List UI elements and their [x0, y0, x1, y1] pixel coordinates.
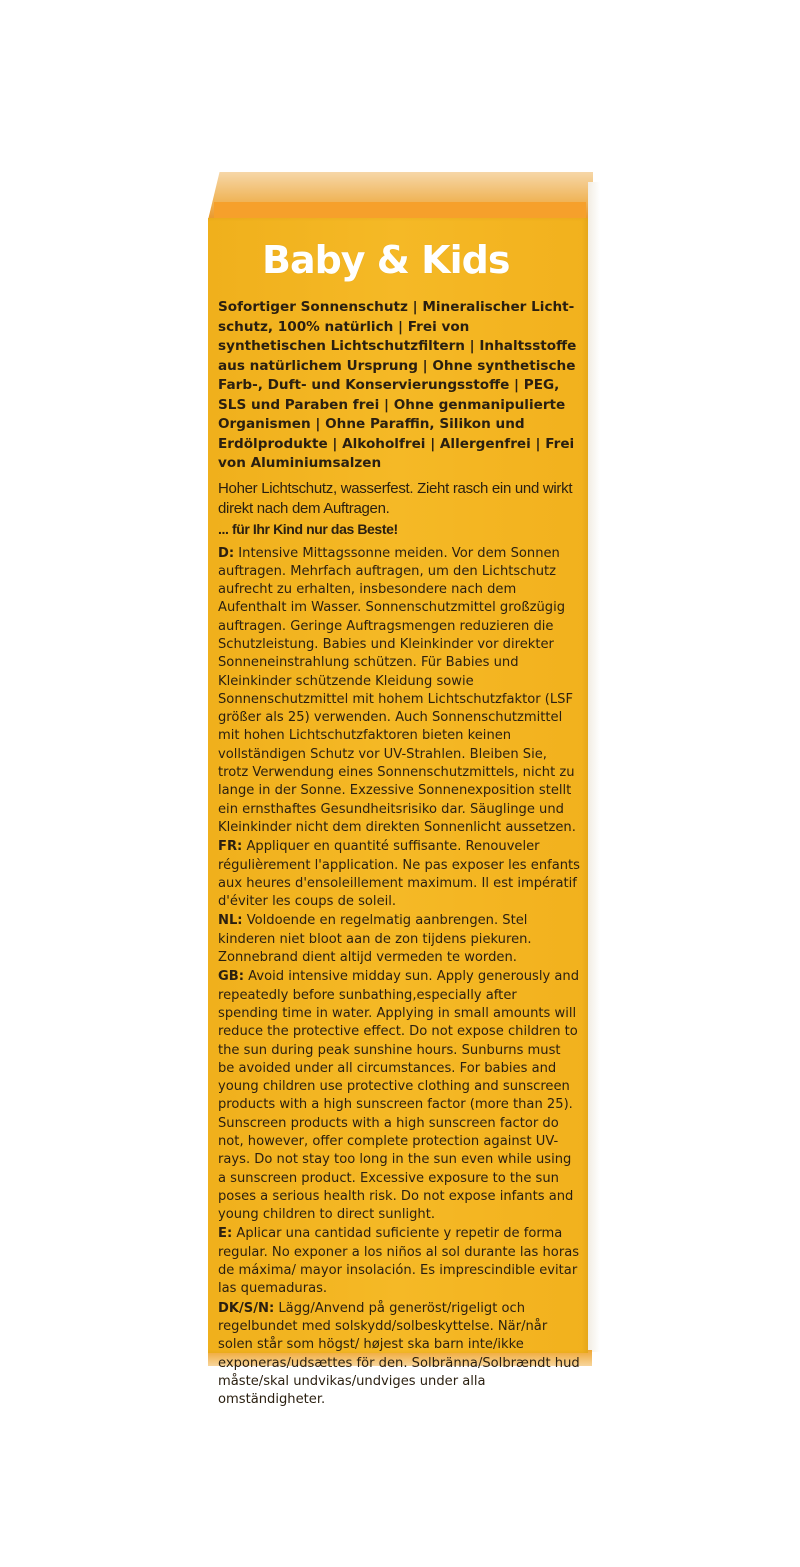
warning-es	[218, 1225, 580, 1298]
warning-dk-s-n	[218, 1300, 580, 1410]
lang-code: D:	[218, 545, 235, 561]
lang-code: GB:	[218, 969, 244, 985]
lang-code: NL:	[218, 913, 243, 929]
lang-code: E:	[218, 1226, 233, 1242]
warning-de	[218, 545, 580, 838]
lang-code: FR:	[218, 839, 243, 855]
sunscreen-box-side	[200, 172, 600, 1408]
lang-code: DK/S/N:	[218, 1300, 275, 1316]
warning-text: Intensive Mittagssonne meiden. Vor dem Sonnen auftragen. Mehrfach auftragen, um den Lichtschutz aufrecht zu erhalten, insbesondere nach dem Aufenthalt im Wasser. Sonnenschutzmittel großzügig auftragen. Geringe Auftragsmengen reduzieren die Schutzleistung. Babies und Kleinkinder vor direkter Sonneneinstrahlung schützen. Für Babies und Kleinkinder schützende Kleidung sowie Sonnenschutzmittel mit hohem Lichtschutzfaktor (LSF größer als 25) verwenden. Auch Sonnenschutzmittel mit hohen Lichtschutzfaktoren bieten keinen vollständigen Schutz vor UV-Strahlen. Bleiben Sie, trotz Verwendung eines Sonnenschutzmittels, nicht zu lange in der Sonne. Exzessive Sonnenexposition stellt ein ernsthaftes Gesundheitsrisiko dar. Säuglinge und Kleinkinder nicht dem direkten Sonnenlicht aussetzen.	[218, 545, 576, 835]
slogan: ... für Ihr Kind nur das Beste!	[218, 520, 398, 537]
warning-text: Appliquer en quantité suffisante. Renouveler régulièrement l'application. Ne pas exposer les enfants aux heures d'ensoleillement maximum. Il est impératif d'éviter les coups de soleil.	[218, 839, 581, 910]
feature-list: Sofortiger Sonnenschutz | Mineralischer Licht-schutz, 100% natürlich | Frei von synthetischen Lichtschutzfiltern | Inhaltsstoffe aus natürlichem Ursprung | Ohne synthetische Farb-, Duft- und Konservierungsstoffe | PEG, SLS und Paraben frei | Ohne genmanipulierte Organismen | Ohne Paraffin, Silikon und Erdölprodukte | Alkoholfrei | Allergenfrei | Frei von Aluminiumsalzen	[218, 299, 577, 471]
warning-text: Lägg/Anvend på generöst/rigeligt och regelbundet med solskydd/solbeskyttelse. När/når solen står som högst/ højest ska barn inte/ikke exponeras/udsættes för den. Solbränna/Solbrændt hud måste/skal undvikas/undviges under alla omständigheter.	[218, 1300, 580, 1408]
warning-fr	[218, 838, 580, 911]
warning-text: Voldoende en regelmatig aanbrengen. Stel kinderen niet bloot aan de zon tijdens piekuren. Zonnebrand dient altijd vermeden te worden.	[218, 913, 532, 966]
warning-gb	[218, 968, 580, 1224]
warning-text: Avoid intensive midday sun. Apply generously and repeatedly before sunbathing,especially after spending time in water. Applying in small amounts will reduce the protective effect. Do not expose children to the sun during peak sunshine hours. Sunburns must be avoided under all circumstances. For babies and young children use protective clothing and sunscreen products with a high sunscreen factor (more than 25). Sunscreen products with a high sunscreen factor do not, however, offer complete protection against UV-rays. Do not stay too long in the sun even while using a sunscreen product. Excessive exposure to the sun poses a serious health risk. Do not expose infants and young children to direct sunlight.	[218, 969, 580, 1223]
box-right-edge	[588, 182, 600, 1352]
warning-text: Aplicar una cantidad suficiente y repetir de forma regular. No exponer a los niños al sol durante las horas de máxima/ mayor insolación. Es imprescindible evitar las quemaduras.	[218, 1226, 580, 1297]
label-content	[218, 238, 580, 1410]
warning-nl	[218, 912, 580, 967]
product-claim: Hoher Lichtschutz, wasserfest. Zieht rasch ein und wirkt direkt nach dem Auftragen.	[218, 479, 573, 517]
brand-title: Baby & Kids	[262, 238, 510, 282]
label-panel	[208, 218, 588, 1408]
